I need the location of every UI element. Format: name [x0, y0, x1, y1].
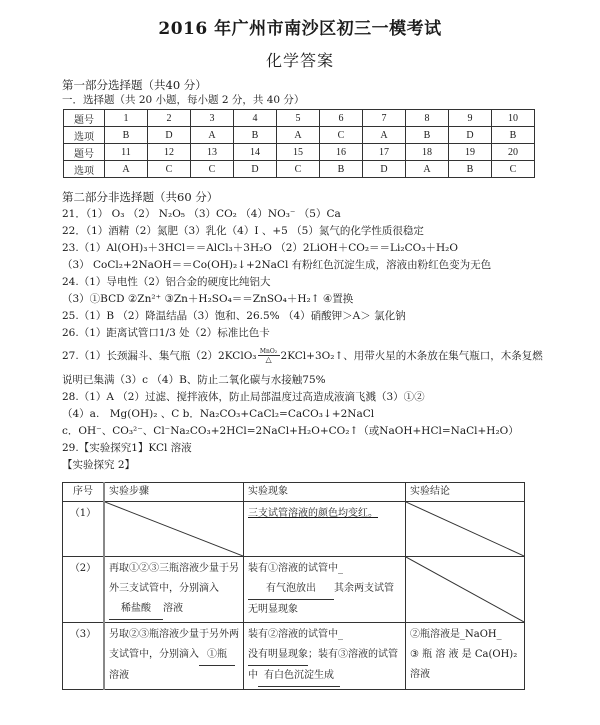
- observation-middle: ；装有③溶液的试管中: [248, 649, 398, 681]
- observation-text: 三支试管溶液的颜色均变红。: [248, 508, 378, 519]
- answer-q29-line2: 【实验探究 2】: [62, 459, 136, 471]
- question-number: 7: [363, 110, 406, 127]
- experiment-row: [63, 557, 525, 623]
- answer-q23-line2: （3） CoCl₂+2NaOH＝＝Co(OH)₂↓+2NaCl 有粉红色沉淀生成，溶液由粉红色变为无色: [62, 259, 492, 271]
- answer-q26: 26.（1）距离试管口1/3 处（2）标准比色卡: [62, 327, 270, 339]
- question-number: 9: [449, 110, 492, 127]
- row-label: 题号: [64, 144, 105, 161]
- row-label: 题号: [64, 110, 105, 127]
- answer-cell: B: [492, 127, 535, 144]
- header-steps: 实验步骤: [104, 483, 244, 502]
- question-number: 12: [148, 144, 191, 161]
- part2-heading: 第二部分非选择题（共60 分）: [62, 190, 219, 204]
- row-step: [104, 557, 244, 623]
- row-observation: [244, 502, 406, 557]
- step-suffix: 溶液: [163, 603, 183, 614]
- answer-cell: A: [406, 161, 449, 178]
- header-conclusions: 实验结论: [406, 483, 525, 502]
- answer-cell: D: [148, 127, 191, 144]
- observation-blank: 没有明显现象: [248, 645, 308, 666]
- step-text: 再取①②③三瓶溶液少量于另外三支试管中，分别滴入: [109, 563, 239, 594]
- observation-suffix: 其余两支试管无明显现象: [248, 583, 394, 615]
- empty-cell-diagonal: [406, 502, 525, 557]
- question-number: 15: [277, 144, 320, 161]
- answer-row-1: [64, 127, 535, 144]
- question-number: 1: [105, 110, 148, 127]
- question-number: 8: [406, 110, 449, 127]
- answer-cell: D: [363, 161, 406, 178]
- observation-text: 装有②溶液的试管中_: [248, 629, 343, 640]
- row-step: [104, 623, 244, 690]
- question-number: 13: [191, 144, 234, 161]
- conclusion-text: ③ 瓶 溶 液 是 Ca(OH)₂溶液: [410, 649, 518, 680]
- answer-q28-line3: c．OH⁻、CO₃²⁻、Cl⁻Na₂CO₃+2HCl=2NaCl+H₂O+CO₂↑（或NaOH+HCl=NaCl+H₂O）: [62, 425, 519, 437]
- row-index: （3）: [63, 623, 105, 690]
- answer-cell: C: [148, 161, 191, 178]
- catalyst-label: MnO₂: [258, 348, 280, 356]
- answer-cell: D: [234, 161, 277, 178]
- answer-cell: D: [449, 127, 492, 144]
- answer-cell: A: [277, 127, 320, 144]
- diagonal-line: [406, 557, 524, 622]
- answer-cell: A: [191, 127, 234, 144]
- experiment-table: [62, 482, 525, 690]
- answer-cell: A: [363, 127, 406, 144]
- question-number: 6: [320, 110, 363, 127]
- empty-cell-diagonal: [406, 557, 525, 623]
- row-conclusion: [406, 623, 525, 690]
- answer-q28-line1: 28.（1）A （2）过滤、搅拌液体，防止局部温度过高造成液滴飞溅（3）①②: [62, 391, 425, 403]
- diagonal-line: [406, 502, 524, 556]
- question-number: 16: [320, 144, 363, 161]
- question-number: 20: [492, 144, 535, 161]
- answer-cell: B: [105, 127, 148, 144]
- number-row-2: [64, 144, 535, 161]
- empty-cell-diagonal: [104, 502, 244, 557]
- q27-part-a: 27.（1）长颈漏斗、集气瓶（2）2KClO₃: [62, 350, 257, 362]
- document-subtitle: 化学答案: [265, 51, 334, 70]
- step-text: 另取②③瓶溶液少量于另外两支试管中，分别滴入: [109, 629, 239, 660]
- row-index: （1）: [63, 502, 105, 557]
- answer-table: [63, 109, 535, 178]
- conclusion-text: ②瓶溶液是_NaOH_: [410, 629, 502, 640]
- answer-cell: C: [277, 161, 320, 178]
- part1-heading: 第一部分选择题（共40 分）: [62, 78, 207, 92]
- answer-cell: A: [105, 161, 148, 178]
- number-row-1: [64, 110, 535, 127]
- step-blank: 稀盐酸: [109, 599, 163, 620]
- experiment-row: [63, 623, 525, 690]
- answer-q24-line2: （3）①BCD ②Zn²⁺ ③Zn＋H₂SO₄＝＝ZnSO₄＋H₂↑ ④置换: [62, 293, 354, 305]
- answer-cell: C: [492, 161, 535, 178]
- answer-q22: 22．（1）酒精（2）氮肥（3）乳化（4）I 、+5 （5）氮气的化学性质很稳定: [62, 225, 424, 237]
- heat-symbol: △: [265, 355, 272, 364]
- question-number: 10: [492, 110, 535, 127]
- answer-cell: B: [449, 161, 492, 178]
- answer-row-2: [64, 161, 535, 178]
- q27-part-b: 2KCl+3O₂↑、用带火星的木条放在集气瓶口，木条复燃: [280, 350, 543, 362]
- row-index: （2）: [63, 557, 105, 623]
- question-number: 4: [234, 110, 277, 127]
- question-number: 3: [191, 110, 234, 127]
- row-label: 选项: [64, 127, 105, 144]
- diagonal-line: [105, 502, 243, 556]
- answer-q24-line1: 24.（1）导电性（2）铝合金的硬度比纯铝大: [62, 276, 271, 288]
- observation-blank: 有白色沉淀生成: [258, 666, 340, 687]
- answer-q27-line2: 说明已集满（3）c （4）B、防止二氧化碳与水接触75%: [62, 374, 326, 386]
- answer-q28-line2: （4）a. Mg(OH)₂ 、C b．Na₂CO₃+CaCl₂=CaCO₃↓+2NaCl: [62, 408, 375, 420]
- answer-cell: B: [320, 161, 363, 178]
- question-number: 19: [449, 144, 492, 161]
- answer-q27-line1: [62, 348, 543, 364]
- experiment-header-row: [63, 483, 525, 502]
- step-suffix: 溶液: [109, 670, 129, 681]
- answer-cell: C: [191, 161, 234, 178]
- answer-cell: C: [320, 127, 363, 144]
- answer-q25: 25.（1）B （2）降温结晶（3）饱和、26.5% （4）硝酸钾＞A＞ 氯化钠: [62, 310, 406, 322]
- reaction-condition: [258, 348, 280, 364]
- row-observation: [244, 557, 406, 623]
- part1-subheading: 一．选择题（共 20 小题，每小题 2 分，共 40 分）: [62, 94, 305, 106]
- question-number: 14: [234, 144, 277, 161]
- answer-q23-line1: 23.（1）Al(OH)₃＋3HCl＝＝AlCl₃＋3H₂O （2）2LiOH＋CO₂＝＝Li₂CO₃＋H₂O: [62, 242, 458, 254]
- observation-blank: 有气泡放出: [248, 579, 334, 600]
- row-observation: [244, 623, 406, 690]
- answer-cell: B: [234, 127, 277, 144]
- question-number: 17: [363, 144, 406, 161]
- header-observations: 实验现象: [244, 483, 406, 502]
- question-number: 11: [105, 144, 148, 161]
- question-number: 2: [148, 110, 191, 127]
- answer-q21: 21．（1） O₃ （2） N₂O₅ （3）CO₂ （4）NO₃⁻ （5）Ca: [62, 208, 341, 220]
- document-title: 2016 年广州市南沙区初三一模考试: [158, 19, 442, 39]
- observation-text: 装有①溶液的试管中_: [248, 563, 343, 574]
- row-label: 选项: [64, 161, 105, 178]
- experiment-row: [63, 502, 525, 557]
- answer-q29-line1: 29.【实验探究1】KCl 溶液: [62, 442, 192, 454]
- header-index: 序号: [63, 483, 105, 502]
- question-number: 18: [406, 144, 449, 161]
- answer-cell: B: [406, 127, 449, 144]
- question-number: 5: [277, 110, 320, 127]
- step-blank: ①瓶: [199, 645, 235, 666]
